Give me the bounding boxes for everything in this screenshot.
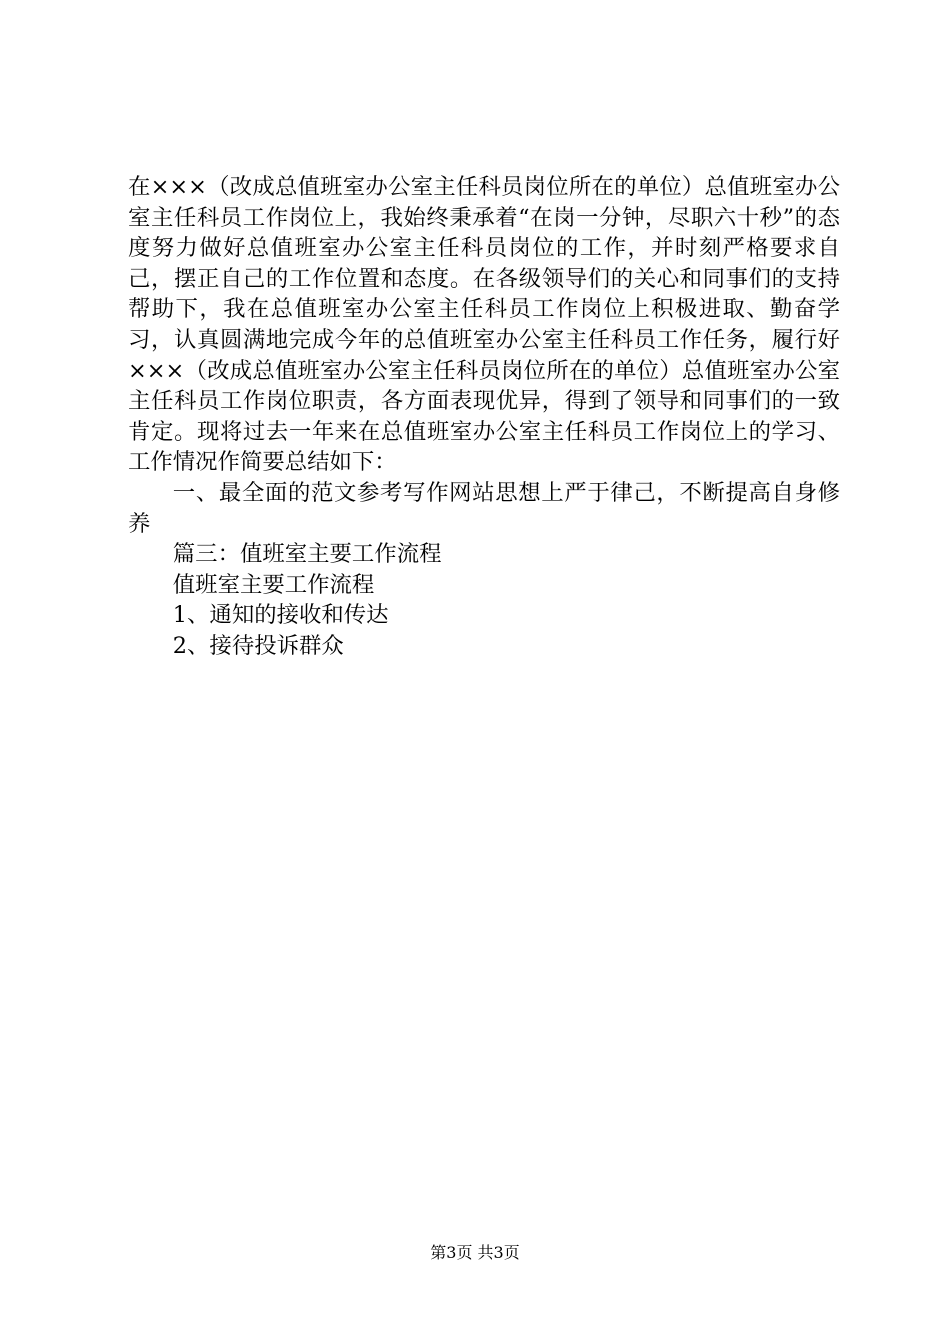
workflow-item-1: 1、通知的接收和传达 — [172, 602, 389, 629]
document-body — [128, 172, 840, 662]
page-footer: 第3页 共3页 — [430, 1243, 520, 1262]
workflow-item-2: 2、接待投诉群众 — [172, 632, 344, 659]
intro-paragraph: 在×××（改成总值班室办公室主任科员岗位所在的单位）总值班室办公室主任科员工作岗位上，我始终秉承着“在岗一分钟，尽职六十秒”的态度努力做好总值班室办公室主任科员岗位的工作，并时刻严格要求自己，摆正自己的工作位置和态度。在各级领导们的关心和同事们的支持帮助下，我在总值班室办公室主任科员工作岗位上积极进取、勤奋学习，认真圆满地完成今年的总值班室办公室主任科员工作任务，履行好×××（改成总值班室办公室主任科员岗位所在的单位）总值班室办公室主任科员工作岗位职责，各方面表现优异，得到了领导和同事们的一致肯定。现将过去一年来在总值班室办公室主任科员工作岗位上的学习、工作情况作简要总结如下： — [128, 174, 840, 476]
chapter-three-title: 篇三：值班室主要工作流程 — [172, 541, 442, 568]
workflow-title: 值班室主要工作流程 — [172, 571, 375, 598]
section-one-heading: 一、最全面的范文参考写作网站思想上严于律己，不断提高自身修养 — [128, 479, 840, 537]
